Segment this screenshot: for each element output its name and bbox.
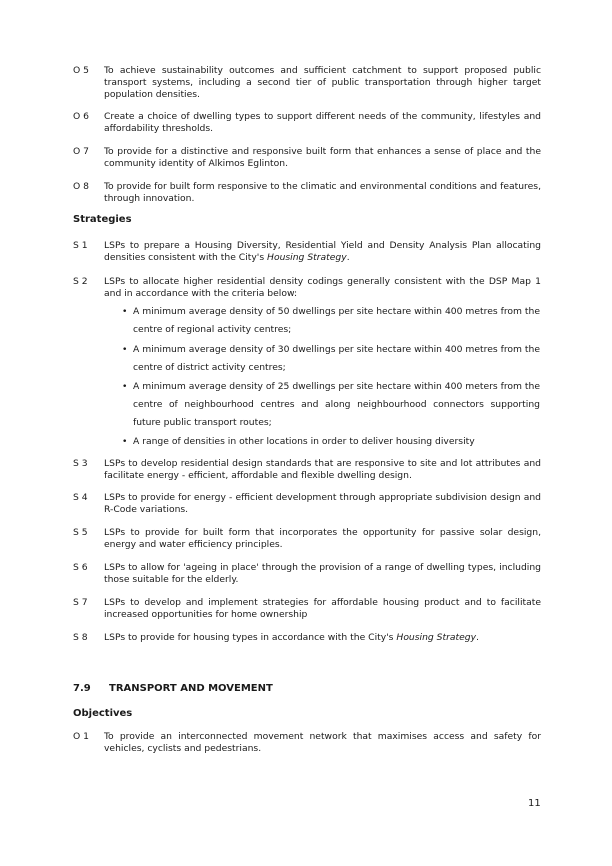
strategy-text: LSPs to provide for housing types in accordance with the City's Housing Strategy. [104,632,479,643]
bullet-item [122,303,540,339]
strategy-code: S 8 [73,632,88,643]
strategy-text: LSPs to allow for 'ageing in place' through the provision of a range of dwelling types, including those suitable for the elderly. [104,562,541,585]
strategy-code: S 5 [73,527,88,538]
strategy-text: LSPs to develop residential design standards that are responsive to site and lot attributes and facilitate energy - efficient, affordable and flexible dwelling design. [104,458,541,481]
bullet-icon: • [122,436,128,447]
objective-text: To provide for a distinctive and responsive built form that enhances a sense of place and the community identity of Alkimos Eglinton. [104,146,541,169]
strategy-item [73,562,541,586]
objective-item [73,111,541,135]
objective-code: O 8 [73,181,89,192]
strategy-code: S 6 [73,562,88,573]
bullet-item [122,378,540,432]
strategy-code: S 2 [73,276,88,287]
strategy-text: LSPs to provide for built form that incorporates the opportunity for passive solar design, energy and water efficiency principles. [104,527,541,550]
bullet-icon: • [122,306,128,317]
objectives-heading: Objectives [73,708,133,719]
objective-code: O 7 [73,146,89,157]
objective-text: To achieve sustainability outcomes and sufficient catchment to support proposed public transport systems, including a second tier of public transportation through higher target population densities. [104,65,541,100]
strategy-text: LSPs to allocate higher residential density codings generally consistent with the DSP Map 1 and in accordance with the criteria below: [104,276,541,299]
bullet-text: A range of densities in other locations in order to deliver housing diversity [133,436,475,447]
strategy-code: S 3 [73,458,88,469]
objective-code: O 6 [73,111,89,122]
strategy-text: LSPs to prepare a Housing Diversity, Residential Yield and Density Analysis Plan allocating densities consistent with the City's Housing Strategy. [104,240,541,263]
strategy-item [73,527,541,551]
strategy-item [73,492,541,516]
bullet-icon: • [122,344,128,355]
bullet-icon: • [122,381,128,392]
strategy-text: LSPs to develop and implement strategies for affordable housing product and to facilitate increased opportunities for home ownership [104,597,541,620]
strategy-item [73,276,541,300]
bullet-text: A minimum average density of 30 dwellings per site hectare within 400 metres from the centre of district activity centres; [133,344,540,373]
strategy-code: S 1 [73,240,88,251]
objective-text: To provide for built form responsive to the climatic and environmental conditions and features, through innovation. [104,181,541,204]
objective-item [73,65,541,101]
strategy-item [73,240,541,264]
bullet-text: A minimum average density of 50 dwellings per site hectare within 400 metres from the centre of regional activity centres; [133,306,540,335]
section-number: 7.9 [73,683,91,694]
bullet-item [122,433,540,451]
objective-item [73,731,541,755]
strategy-code: S 4 [73,492,88,503]
bullet-text: A minimum average density of 25 dwellings per site hectare within 400 meters from the centre of neighbourhood centres and along neighbourhood connectors supporting future public transport routes; [133,381,540,428]
strategy-item [73,458,541,482]
bullet-item [122,341,540,377]
objective-item [73,146,541,170]
section-title: TRANSPORT AND MOVEMENT [109,683,273,694]
page-number: 11 [528,798,541,809]
strategy-item [73,632,541,644]
objective-item [73,181,541,205]
objective-code: O 1 [73,731,89,742]
strategy-text: LSPs to provide for energy - efficient development through appropriate subdivision design and R-Code variations. [104,492,541,515]
objective-text: Create a choice of dwelling types to support different needs of the community, lifestyles and affordability thresholds. [104,111,541,134]
strategy-code: S 7 [73,597,88,608]
objective-text: To provide an interconnected movement network that maximises access and safety for vehicles, cyclists and pedestrians. [104,731,541,754]
strategy-item [73,597,541,621]
strategies-heading: Strategies [73,214,132,225]
objective-code: O 5 [73,65,89,76]
